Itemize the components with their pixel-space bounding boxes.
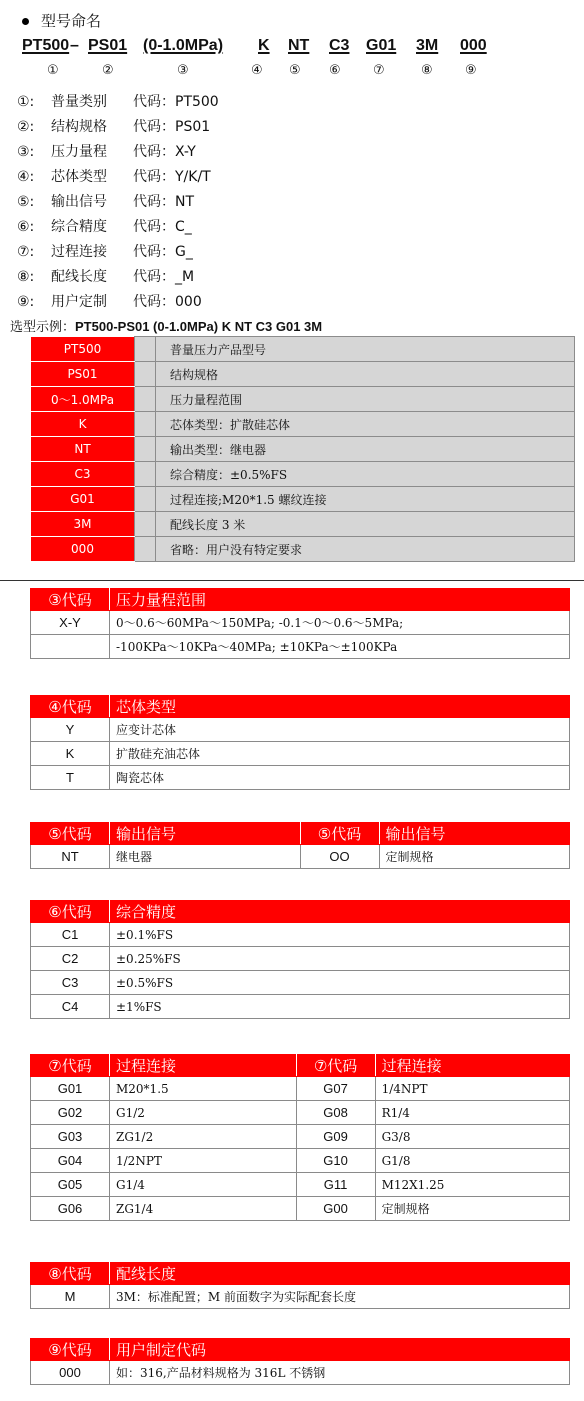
summary-code: G01 xyxy=(31,487,135,512)
legend-item: ②: 结构规格 代码：PS01 xyxy=(17,119,211,135)
table-row: C3 ±0.5%FS xyxy=(31,971,570,995)
summary-code: 000 xyxy=(31,537,135,562)
table-row: NT 继电器 OO 定制规格 xyxy=(31,845,570,869)
model-code-ps01: PS01 xyxy=(88,37,128,54)
model-code-wire: 3M xyxy=(416,37,439,54)
summary-code: PT500 xyxy=(31,337,135,362)
summary-code: NT xyxy=(31,437,135,462)
section-heading xyxy=(22,10,101,31)
custom-code-table xyxy=(30,1338,570,1385)
table-row: K 扩散硅充油芯体 xyxy=(31,742,570,766)
table-row xyxy=(31,462,575,487)
range-table xyxy=(30,588,570,659)
table-row: G01 M20*1.5 G07 1/4NPT xyxy=(31,1077,570,1101)
table-row xyxy=(31,387,575,412)
model-code-process: G01 xyxy=(366,37,397,54)
wire-length-table xyxy=(30,1262,570,1309)
table-header: ⑧代码 配线长度 xyxy=(31,1263,570,1285)
example-summary-table xyxy=(30,336,575,562)
table-row: C1 ±0.1%FS xyxy=(31,923,570,947)
summary-code: 0～1.0MPa xyxy=(31,387,135,412)
table-header: ⑤代码 输出信号 ⑤代码 输出信号 xyxy=(31,823,570,845)
table-row: C4 ±1%FS xyxy=(31,995,570,1019)
table-row xyxy=(31,412,575,437)
bullet-icon xyxy=(22,18,29,25)
table-row: Y 应变计芯体 xyxy=(31,718,570,742)
summary-code: 3M xyxy=(31,512,135,537)
table-header: ⑦代码 过程连接 ⑦代码 过程连接 xyxy=(31,1055,570,1077)
table-row: T 陶瓷芯体 xyxy=(31,766,570,790)
accuracy-table xyxy=(30,900,570,1019)
table-row: G03 ZG1/2 G09 G3/8 xyxy=(31,1125,570,1149)
table-header: ④代码 芯体类型 xyxy=(31,696,570,718)
summary-desc: 芯体类型：扩散硅芯体 xyxy=(156,412,575,437)
table-row xyxy=(31,512,575,537)
legend-item: ⑤: 输出信号 代码：NT xyxy=(17,194,195,210)
position-mark: ② xyxy=(102,63,114,78)
summary-desc: 结构规格 xyxy=(156,362,575,387)
summary-desc: 综合精度：±0.5%FS xyxy=(156,462,575,487)
table-header: ⑨代码 用户制定代码 xyxy=(31,1339,570,1361)
position-mark: ⑦ xyxy=(373,63,385,78)
table-row xyxy=(31,537,575,562)
table-row xyxy=(31,337,575,362)
position-mark: ⑧ xyxy=(421,63,433,78)
model-code-dash: – xyxy=(70,37,79,54)
model-code-output: NT xyxy=(288,37,310,54)
table-row: X-Y 0～0.6～60MPa～150MPa; -0.1～0～0.6～5MPa; xyxy=(31,611,570,635)
summary-desc: 省略：用户没有特定要求 xyxy=(156,537,575,562)
summary-desc: 输出类型：继电器 xyxy=(156,437,575,462)
table-row: G05 G1/4 G11 M12X1.25 xyxy=(31,1173,570,1197)
summary-code: C3 xyxy=(31,462,135,487)
position-mark: ③ xyxy=(177,63,189,78)
table-row xyxy=(31,362,575,387)
table-header: ⑥代码 综合精度 xyxy=(31,901,570,923)
legend-item: ①: 普量类别 代码：PT500 xyxy=(17,94,219,110)
divider xyxy=(0,580,584,581)
table-row: -100KPa～10KPa～40MPa; ±10KPa～±100KPa xyxy=(31,635,570,659)
model-code-custom: 000 xyxy=(460,37,487,54)
legend-item: ⑥: 综合精度 代码：C_ xyxy=(17,219,192,235)
process-connection-table xyxy=(30,1054,570,1221)
legend-item: ⑨: 用户定制 代码：000 xyxy=(17,294,202,310)
legend-item: ④: 芯体类型 代码：Y/K/T xyxy=(17,169,211,185)
core-type-table xyxy=(30,695,570,790)
table-row: G06 ZG1/4 G00 定制规格 xyxy=(31,1197,570,1221)
position-mark: ⑨ xyxy=(465,63,477,78)
table-row xyxy=(31,437,575,462)
summary-code: K xyxy=(31,412,135,437)
position-mark: ⑤ xyxy=(289,63,301,78)
table-row: G04 1/2NPT G10 G1/8 xyxy=(31,1149,570,1173)
model-code-core: K xyxy=(258,37,270,54)
summary-desc: 压力量程范围 xyxy=(156,387,575,412)
model-code-pt500: PT500 xyxy=(22,37,70,54)
summary-desc: 普量压力产品型号 xyxy=(156,337,575,362)
legend-item: ⑧: 配线长度 代码：_M xyxy=(17,269,195,285)
summary-code: PS01 xyxy=(31,362,135,387)
output-signal-table xyxy=(30,822,570,869)
legend-item: ③: 压力量程 代码：X-Y xyxy=(17,144,196,160)
table-row xyxy=(31,487,575,512)
heading-text: 型号命名 xyxy=(41,12,102,30)
summary-desc: 配线长度 3 米 xyxy=(156,512,575,537)
position-mark: ① xyxy=(47,63,59,78)
table-row: G02 G1/2 G08 R1/4 xyxy=(31,1101,570,1125)
model-code-accuracy: C3 xyxy=(329,37,350,54)
table-row: 000 如：316,产品材料规格为 316L 不锈钢 xyxy=(31,1361,570,1385)
legend-item: ⑦: 过程连接 代码：G_ xyxy=(17,244,193,260)
model-code-range: (0-1.0MPa) xyxy=(143,37,224,54)
table-header: ③代码 压力量程范围 xyxy=(31,589,570,611)
selection-example: 选型示例：PT500-PS01 (0-1.0MPa) K NT C3 G01 3M xyxy=(10,319,323,335)
summary-desc: 过程连接;M20*1.5 螺纹连接 xyxy=(156,487,575,512)
position-mark: ⑥ xyxy=(329,63,341,78)
table-row: M 3M：标准配置；M 前面数字为实际配套长度 xyxy=(31,1285,570,1309)
position-mark: ④ xyxy=(251,63,263,78)
table-row: C2 ±0.25%FS xyxy=(31,947,570,971)
